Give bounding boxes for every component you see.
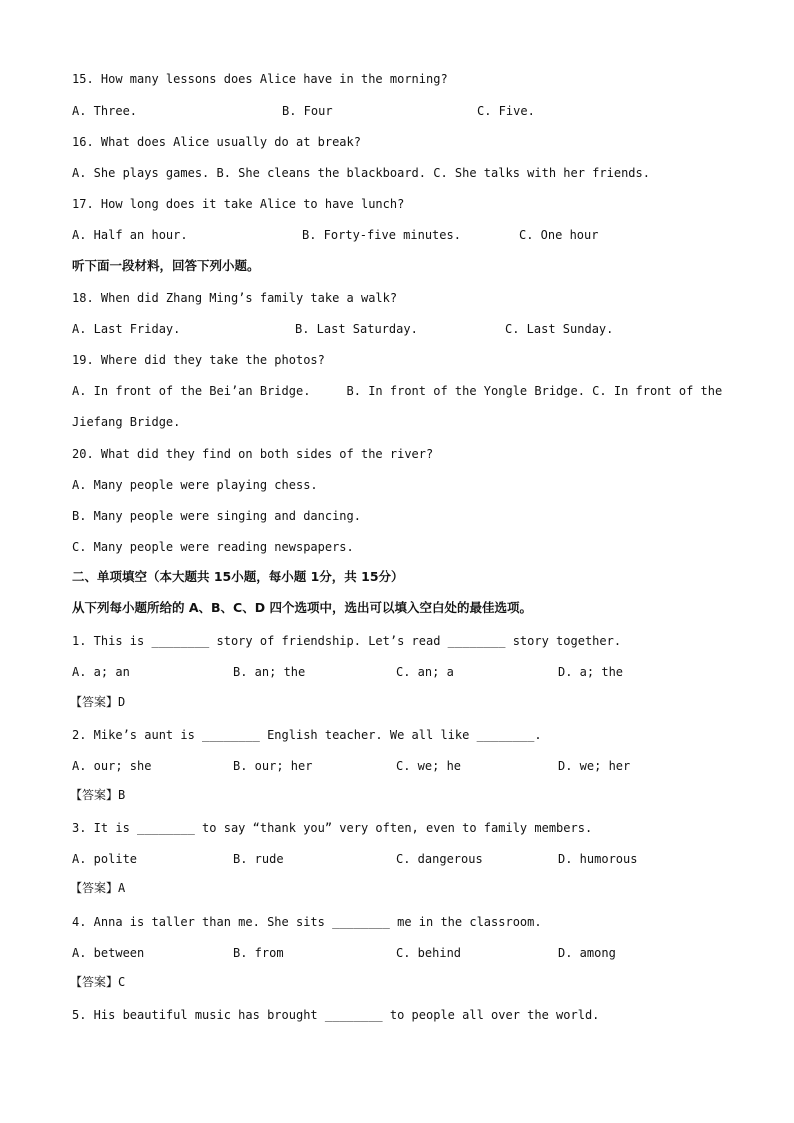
single-choice-5: 5. His beautiful music has brought ________ to people all over the world. bbox=[72, 1008, 600, 1022]
s2-answer bbox=[70, 787, 125, 803]
q18-option-c: C. Last Sunday. bbox=[505, 322, 614, 336]
question-19: 19. Where did they take the photos? bbox=[72, 353, 325, 367]
q17-option-b: B. Forty-five minutes. bbox=[302, 228, 461, 242]
s1-option-c: C. an; a bbox=[396, 665, 454, 679]
answer-label: 【答案】 bbox=[70, 881, 119, 895]
q18-option-a: A. Last Friday. bbox=[72, 322, 181, 336]
answer-label: 【答案】 bbox=[70, 695, 119, 709]
s4-option-b: B. from bbox=[233, 946, 284, 960]
answer-value: B bbox=[118, 788, 126, 802]
section-2-title: 二、单项填空（本大题共 15小题，每小题 1分，共 15分） bbox=[72, 569, 404, 584]
s3-option-c: C. dangerous bbox=[396, 852, 483, 866]
s3-option-b: B. rude bbox=[233, 852, 284, 866]
q19-options-line2: Jiefang Bridge. bbox=[72, 415, 181, 429]
question-15: 15. How many lessons does Alice have in the morning? bbox=[72, 72, 448, 86]
question-17: 17. How long does it take Alice to have lunch? bbox=[72, 197, 405, 211]
single-choice-2: 2. Mike’s aunt is ________ English teacher. We all like ________. bbox=[72, 728, 542, 742]
answer-label: 【答案】 bbox=[70, 788, 119, 802]
q20-option-c: C. Many people were reading newspapers. bbox=[72, 540, 354, 554]
q17-option-a: A. Half an hour. bbox=[72, 228, 188, 242]
answer-value: D bbox=[118, 695, 126, 709]
q18-option-b: B. Last Saturday. bbox=[295, 322, 418, 336]
s2-option-c: C. we; he bbox=[396, 759, 462, 773]
s2-option-a: A. our; she bbox=[72, 759, 152, 773]
s1-answer bbox=[70, 694, 125, 710]
s3-answer bbox=[70, 880, 125, 896]
q20-option-a: A. Many people were playing chess. bbox=[72, 478, 318, 492]
q16-options: A. She plays games. B. She cleans the blackboard. C. She talks with her friends. bbox=[72, 166, 650, 180]
s1-option-d: D. a; the bbox=[558, 665, 624, 679]
answer-value: C bbox=[118, 975, 126, 989]
s3-option-a: A. polite bbox=[72, 852, 138, 866]
single-choice-1: 1. This is ________ story of friendship. Let’s read ________ story together. bbox=[72, 634, 622, 648]
listening-instruction: 听下面一段材料，回答下列小题。 bbox=[72, 258, 260, 273]
s3-option-d: D. humorous bbox=[558, 852, 638, 866]
s1-option-a: A. a; an bbox=[72, 665, 130, 679]
single-choice-4: 4. Anna is taller than me. She sits ________ me in the classroom. bbox=[72, 915, 542, 929]
s4-answer bbox=[70, 974, 125, 990]
question-18: 18. When did Zhang Ming’s family take a walk? bbox=[72, 291, 398, 305]
question-20: 20. What did they find on both sides of the river? bbox=[72, 447, 434, 461]
s2-option-d: D. we; her bbox=[558, 759, 631, 773]
s2-option-b: B. our; her bbox=[233, 759, 313, 773]
q15-option-a: A. Three. bbox=[72, 104, 138, 118]
s1-option-b: B. an; the bbox=[233, 665, 306, 679]
q17-option-c: C. One hour bbox=[519, 228, 599, 242]
answer-value: A bbox=[118, 881, 126, 895]
q20-option-b: B. Many people were singing and dancing. bbox=[72, 509, 361, 523]
single-choice-3: 3. It is ________ to say “thank you” very often, even to family members. bbox=[72, 821, 593, 835]
section-2-instruction: 从下列每小题所给的 A、B、C、D 四个选项中，选出可以填入空白处的最佳选项。 bbox=[72, 600, 532, 615]
answer-label: 【答案】 bbox=[70, 975, 119, 989]
q15-option-b: B. Four bbox=[282, 104, 333, 118]
q15-option-c: C. Five. bbox=[477, 104, 535, 118]
s4-option-c: C. behind bbox=[396, 946, 462, 960]
s4-option-a: A. between bbox=[72, 946, 145, 960]
question-16: 16. What does Alice usually do at break? bbox=[72, 135, 361, 149]
q19-options-line1: A. In front of the Bei’an Bridge. B. In front of the Yongle Bridge. C. In front of the bbox=[72, 384, 723, 398]
s4-option-d: D. among bbox=[558, 946, 616, 960]
